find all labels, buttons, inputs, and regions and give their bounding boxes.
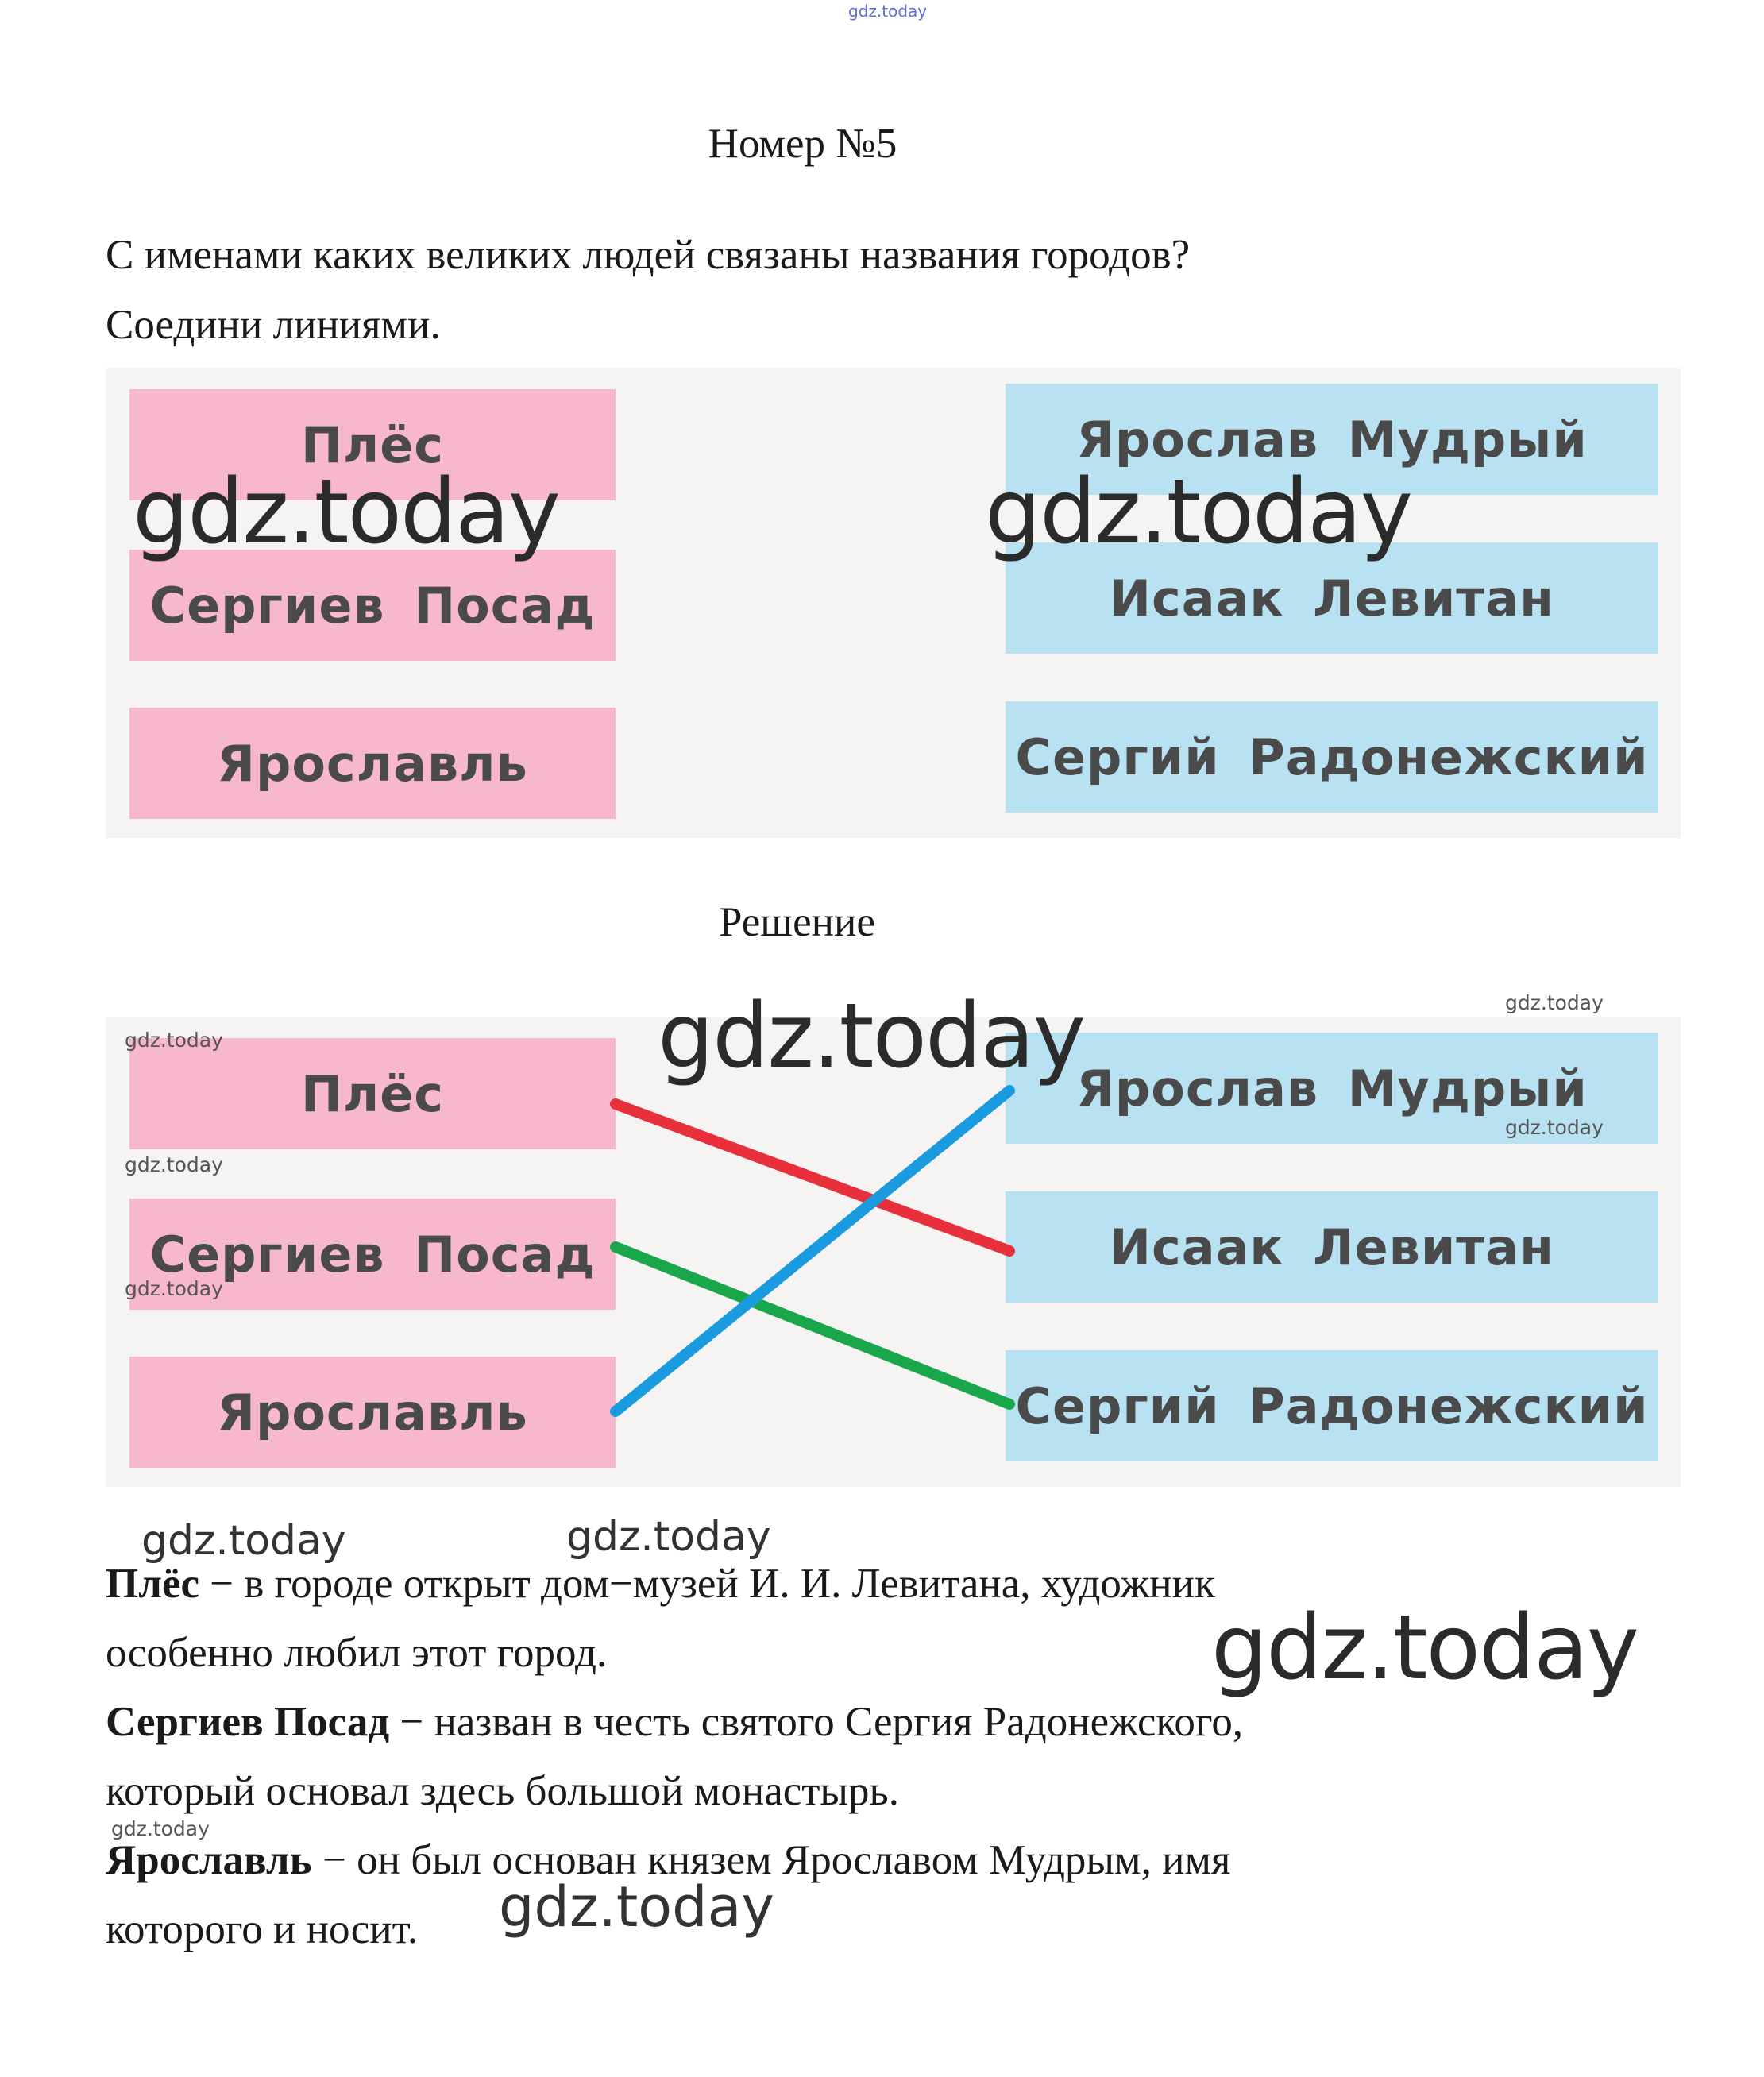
answer-term: Ярославль (106, 1837, 312, 1883)
city-box-sergiev-posad: Сергиев Посад (129, 550, 616, 661)
watermark: gdz.today (125, 1153, 223, 1176)
person-box-levitan: Исаак Левитан (1006, 542, 1658, 654)
answer-term: Сергиев Посад (106, 1699, 390, 1745)
question-line-1: С именами каких великих людей связаны названия городов? (106, 232, 1191, 278)
watermark: gdz.today (125, 1029, 223, 1052)
person-box-sergiy: Сергий Радонежский (1006, 701, 1658, 813)
city-box-yaroslavl: Ярославль (129, 708, 616, 819)
watermark: gdz.today (141, 1517, 346, 1565)
watermark: gdz.today (1505, 1116, 1604, 1139)
answer-text: − он был основан князем Ярославом Мудрым, имя (311, 1837, 1231, 1883)
watermark: gdz.today (1505, 991, 1604, 1014)
page-title: Номер №5 (708, 121, 897, 167)
watermark-top: gdz.today (848, 2, 928, 21)
watermark: gdz.today (111, 1817, 210, 1840)
watermark: gdz.today (658, 985, 1085, 1088)
person-box-yaroslav: Ярослав Мудрый (1006, 1033, 1658, 1144)
connection-line-sergiev-posad-sergiy (616, 1247, 1009, 1404)
answer-text: − в городе открыт дом−музей И. И. Левитана, художник (199, 1561, 1215, 1607)
answer-term: Плёс (106, 1561, 200, 1607)
watermark: gdz.today (985, 461, 1412, 564)
question-line-2: Соедини линиями. (106, 302, 441, 348)
exercise-panel (106, 368, 1681, 838)
answer-text: − назван в честь святого Сергия Радонежского, (389, 1699, 1244, 1745)
connection-line-yaroslavl-yaroslav (616, 1091, 1009, 1411)
solution-heading: Решение (719, 899, 875, 945)
person-box-levitan: Исаак Левитан (1006, 1191, 1658, 1303)
answer-ples-line-2: особенно любил этот город. (106, 1630, 608, 1676)
watermark: gdz.today (133, 461, 560, 564)
city-box-ples: Плёс (129, 389, 616, 500)
person-box-sergiy: Сергий Радонежский (1006, 1350, 1658, 1461)
answer-yaroslavl-line-2: которого и носит. (106, 1906, 419, 1952)
answer-ples-line-1 (106, 1563, 1215, 1605)
watermark: gdz.today (125, 1277, 223, 1300)
city-box-yaroslavl: Ярославль (129, 1357, 616, 1468)
connection-line-ples-levitan (616, 1104, 1009, 1251)
answer-sergiev-posad-line-1 (106, 1701, 1243, 1743)
city-box-sergiev-posad: Сергиев Посад (129, 1199, 616, 1310)
answer-sergiev-posad-line-2: который основал здесь большой монастырь. (106, 1768, 899, 1814)
watermark: gdz.today (1211, 1596, 1639, 1700)
watermark: gdz.today (499, 1874, 774, 1940)
city-box-ples: Плёс (129, 1038, 616, 1149)
person-box-yaroslav: Ярослав Мудрый (1006, 384, 1658, 495)
watermark: gdz.today (566, 1513, 771, 1561)
